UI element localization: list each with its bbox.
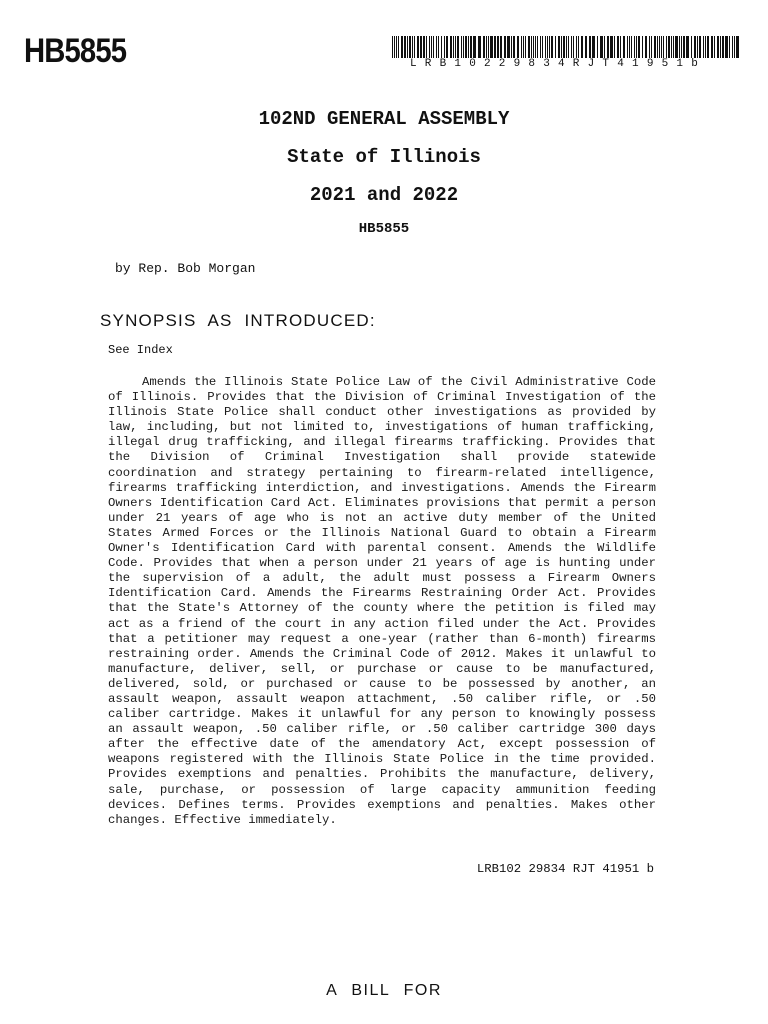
barcode-bar: [465, 36, 467, 58]
barcode-bar: [551, 36, 553, 58]
barcode-bar: [657, 36, 658, 58]
barcode-bar: [627, 36, 628, 58]
barcode-bar: [686, 36, 689, 58]
barcode-bar: [483, 36, 485, 58]
barcode-bar: [494, 36, 496, 58]
barcode-bar: [473, 36, 476, 58]
barcode-bar: [444, 36, 445, 58]
barcode-bar: [497, 36, 499, 58]
barcode-bar: [638, 36, 640, 58]
barcode-bar: [455, 36, 456, 58]
barcode-bar: [478, 36, 481, 58]
barcode-bar: [457, 36, 459, 58]
barcode-bar: [398, 36, 399, 58]
barcode-bar: [535, 36, 536, 58]
barcode-bar: [675, 36, 678, 58]
barcode-bar: [401, 36, 403, 58]
barcode-bar: [666, 36, 667, 58]
barcode-bar: [545, 36, 546, 58]
barcode-bar: [578, 36, 579, 58]
barcode-bar: [446, 36, 448, 58]
barcode-bar: [581, 36, 583, 58]
barcode-bar: [722, 36, 724, 58]
lrb-reference-code: LRB102 29834 RJT 41951 b: [476, 862, 654, 876]
barcode-bar: [620, 36, 621, 58]
sponsor-line: by Rep. Bob Morgan: [115, 261, 256, 276]
barcode-bar: [566, 36, 567, 58]
barcode-bar: [542, 36, 543, 58]
barcode-bar: [468, 36, 469, 58]
assembly-title: 102ND GENERAL ASSEMBLY: [258, 108, 510, 130]
barcode-bar: [585, 36, 587, 58]
barcode-bar: [631, 36, 632, 58]
barcode-bar: [636, 36, 637, 58]
barcode-bar: [691, 36, 692, 58]
barcode-bar: [659, 36, 660, 58]
barcode-bar: [533, 36, 534, 58]
barcode-bar: [547, 36, 548, 58]
barcode-bar: [423, 36, 425, 58]
barcode-bar: [661, 36, 662, 58]
barcode-bar: [634, 36, 635, 58]
barcode-bar: [463, 36, 464, 58]
synopsis-heading: SYNOPSIS AS INTRODUCED:: [100, 311, 376, 330]
barcode-bar: [732, 36, 733, 58]
barcode-bar: [561, 36, 562, 58]
barcode-bar: [673, 36, 674, 58]
barcode-bar: [414, 36, 415, 58]
barcode-bar: [549, 36, 550, 58]
barcode-bar: [604, 36, 605, 58]
barcode-bar: [511, 36, 512, 58]
barcode-bar: [589, 36, 591, 58]
barcode-bar: [654, 36, 656, 58]
barcode-bar: [409, 36, 411, 58]
barcode-bar: [558, 36, 560, 58]
barcode-bar: [426, 36, 427, 58]
barcode-bar: [703, 36, 704, 58]
barcode-bar: [396, 36, 397, 58]
barcode-bar: [699, 36, 701, 58]
barcode-bar: [610, 36, 613, 58]
barcode-block: [392, 36, 740, 70]
barcode-bar: [392, 36, 393, 58]
barcode-bar: [642, 36, 643, 58]
barcode-bar: [736, 36, 739, 58]
barcode-bar: [453, 36, 454, 58]
barcode-bar: [513, 36, 515, 58]
barcode-bar: [697, 36, 698, 58]
barcode-bar: [623, 36, 625, 58]
barcode-bar: [649, 36, 650, 58]
barcode-bar: [540, 36, 541, 58]
barcode-bar: [729, 36, 730, 58]
barcode-bar: [617, 36, 619, 58]
bill-for-heading: A BILL FOR: [326, 982, 442, 999]
session-years: 2021 and 2022: [309, 184, 459, 206]
barcode-bar: [438, 36, 439, 58]
barcode-bar: [725, 36, 728, 58]
barcode-bar: [525, 36, 526, 58]
barcode-bar: [450, 36, 452, 58]
barcode-bar: [614, 36, 615, 58]
barcode-bar: [470, 36, 472, 58]
barcode-bar: [521, 36, 522, 58]
barcode-bar: [507, 36, 510, 58]
synopsis-body: Amends the Illinois State Police Law of the Civil Administrative Code of Illinois. Provides that the Division of Criminal Investigation of the Illinois State Police shall conduct other investigations as provided by law, including, but not limited to, investigations of human trafficking, illegal drug trafficking, and illegal firearms trafficking. Provides that the Division of Criminal Investigation shall provide statewide coordination and strategy pertaining to firearm-related intelligence, firearms trafficking interdiction, and investigations. Amends the Firearm Owners Identification Card Act. Eliminates provisions that permit a person under 21 years of age who is not an active duty member of the United States Armed Forces or the Illinois National Guard to obtain a Firearm Owner's Identification Card with parental consent. Amends the Wildlife Code. Provides that when a person under 21 years of age is hunting under the supervision of a adult, the adult must possess a Firearm Owners Identification Card. Amends the Firearms Restraining Order Act. Provides that the State's Attorney of the county where the petition is filed may act as a friend of the court in any action filed under the Act. Provides that a petitioner may request a one-year (rather than 6-month) firearms restraining order. Amends the Criminal Code of 2012. Makes it unlawful to manufacture, deliver, sell, or purchase or cause to be manufactured, delivered, sold, or purchased or cause to be possessed by another, an assault weapon, assault weapon attachment, .50 caliber rifle, or .50 caliber cartridge. Makes it unlawful for any person to knowingly possess an assault weapon, .50 caliber rifle, or .50 caliber cartridge 300 days after the effective date of the amendatory Act, except possession of weapons registered with the Illinois State Police in the time provided. Provides exemptions and penalties. Prohibits the manufacture, delivery, sale, purchase, or possession of large capacity ammunition feeding devices. Defines terms. Provides exemptions and penalties. Makes other changes. Effective immediately.: [108, 375, 656, 827]
barcode-bar: [600, 36, 603, 58]
barcode-bar: [461, 36, 462, 58]
barcode-bar: [592, 36, 595, 58]
see-index-note: See Index: [108, 343, 173, 357]
bill-number-subtitle: HB5855: [358, 221, 410, 237]
barcode-bar: [433, 36, 434, 58]
barcode-bar: [555, 36, 556, 58]
barcode-bar: [486, 36, 487, 58]
barcode-bar: [417, 36, 419, 58]
barcode-bar: [717, 36, 719, 58]
barcode-image: [392, 36, 740, 58]
barcode-bar: [679, 36, 680, 58]
barcode-bar: [734, 36, 735, 58]
barcode-bar: [597, 36, 598, 58]
barcode-bar: [683, 36, 685, 58]
barcode-bar: [523, 36, 524, 58]
barcode-bar: [711, 36, 713, 58]
bill-number-heading: HB5855: [24, 32, 127, 70]
barcode-bar: [488, 36, 489, 58]
barcode-bar: [441, 36, 442, 58]
barcode-bar: [668, 36, 670, 58]
barcode-bar: [720, 36, 721, 58]
barcode-bar: [571, 36, 572, 58]
barcode-bar: [663, 36, 664, 58]
barcode-bar: [537, 36, 538, 58]
barcode-bar: [431, 36, 432, 58]
barcode-bar: [671, 36, 672, 58]
barcode-bar: [694, 36, 696, 58]
barcode-bar: [420, 36, 422, 58]
barcode-bar: [528, 36, 530, 58]
barcode-bar: [568, 36, 569, 58]
barcode-bar: [404, 36, 406, 58]
barcode-bar: [436, 36, 437, 58]
barcode-bar: [531, 36, 532, 58]
barcode-bar: [517, 36, 519, 58]
barcode-bar: [412, 36, 413, 58]
barcode-bar: [629, 36, 630, 58]
barcode-text: LRB10229834RJT41951b: [410, 58, 707, 70]
barcode-bar: [645, 36, 647, 58]
barcode-bar: [607, 36, 609, 58]
state-title: State of Illinois: [287, 146, 481, 168]
barcode-bar: [504, 36, 506, 58]
barcode-bar: [490, 36, 493, 58]
barcode-bar: [714, 36, 715, 58]
barcode-bar: [563, 36, 565, 58]
barcode-bar: [429, 36, 430, 58]
barcode-bar: [651, 36, 652, 58]
barcode-bar: [705, 36, 706, 58]
barcode-bar: [394, 36, 395, 58]
barcode-bar: [573, 36, 574, 58]
barcode-bar: [500, 36, 502, 58]
barcode-bar: [407, 36, 408, 58]
barcode-bar: [707, 36, 709, 58]
barcode-bar: [681, 36, 682, 58]
barcode-bar: [576, 36, 577, 58]
